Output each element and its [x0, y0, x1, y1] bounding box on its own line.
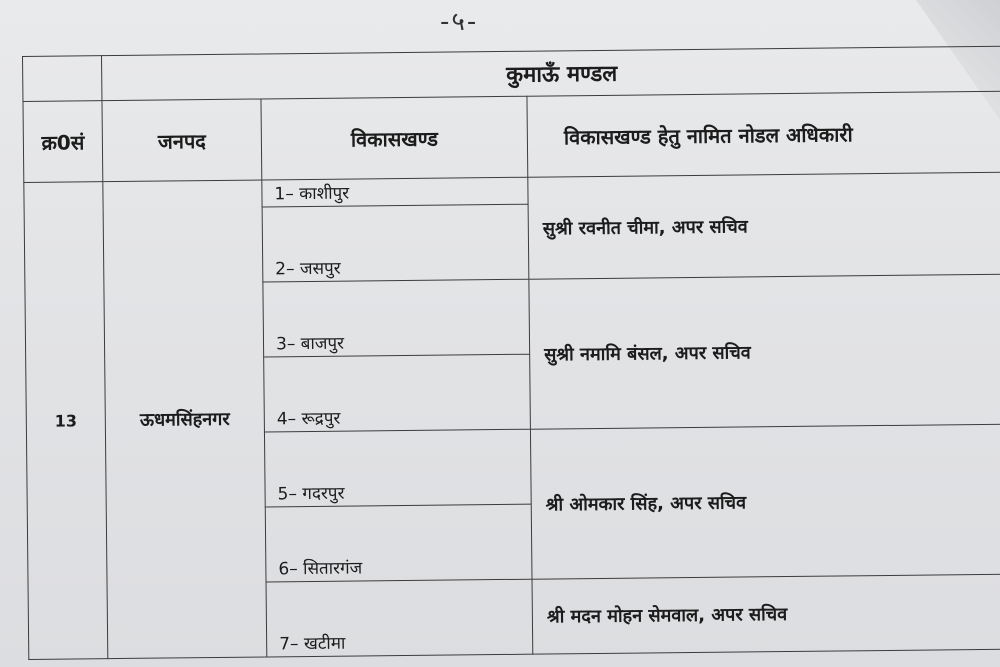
block-item: 7– खटीमा — [266, 579, 533, 657]
header-district: जनपद — [102, 99, 262, 182]
serial-number: 13 — [24, 182, 108, 660]
header-officer: विकासखण्ड हेतु नामित नोडल अधिकारी — [527, 91, 1000, 177]
blank-header-cell — [23, 56, 102, 102]
block-item: 6– सितारगंज — [265, 504, 532, 582]
block-item: 3– बाजपुर — [263, 279, 530, 357]
officer-name: श्री मदन मोहन सेमवाल, अपर सचिव — [532, 574, 1000, 654]
block-item: 2– जसपुर — [262, 204, 529, 282]
page-number: -५- — [440, 7, 479, 37]
nodal-officer-table — [22, 46, 1000, 660]
block-item: 5– गदरपुर — [264, 429, 531, 507]
officer-name: सुश्री नमामि बंसल, अपर सचिव — [529, 274, 1000, 429]
header-serial: क्र0सं — [23, 101, 103, 183]
region-title: कुमाऊँ मण्डल — [102, 46, 1000, 101]
block-item: 4– रूद्रपुर — [264, 354, 531, 432]
block-item: 1– काशीपुर — [262, 177, 528, 207]
header-block: विकासखण्ड — [261, 96, 528, 180]
district-name: ऊधमसिंहनगर — [103, 180, 267, 659]
officer-name: श्री ओमकार सिंह, अपर सचिव — [530, 424, 1000, 579]
officer-name: सुश्री रवनीत चीमा, अपर सचिव — [528, 172, 1000, 279]
